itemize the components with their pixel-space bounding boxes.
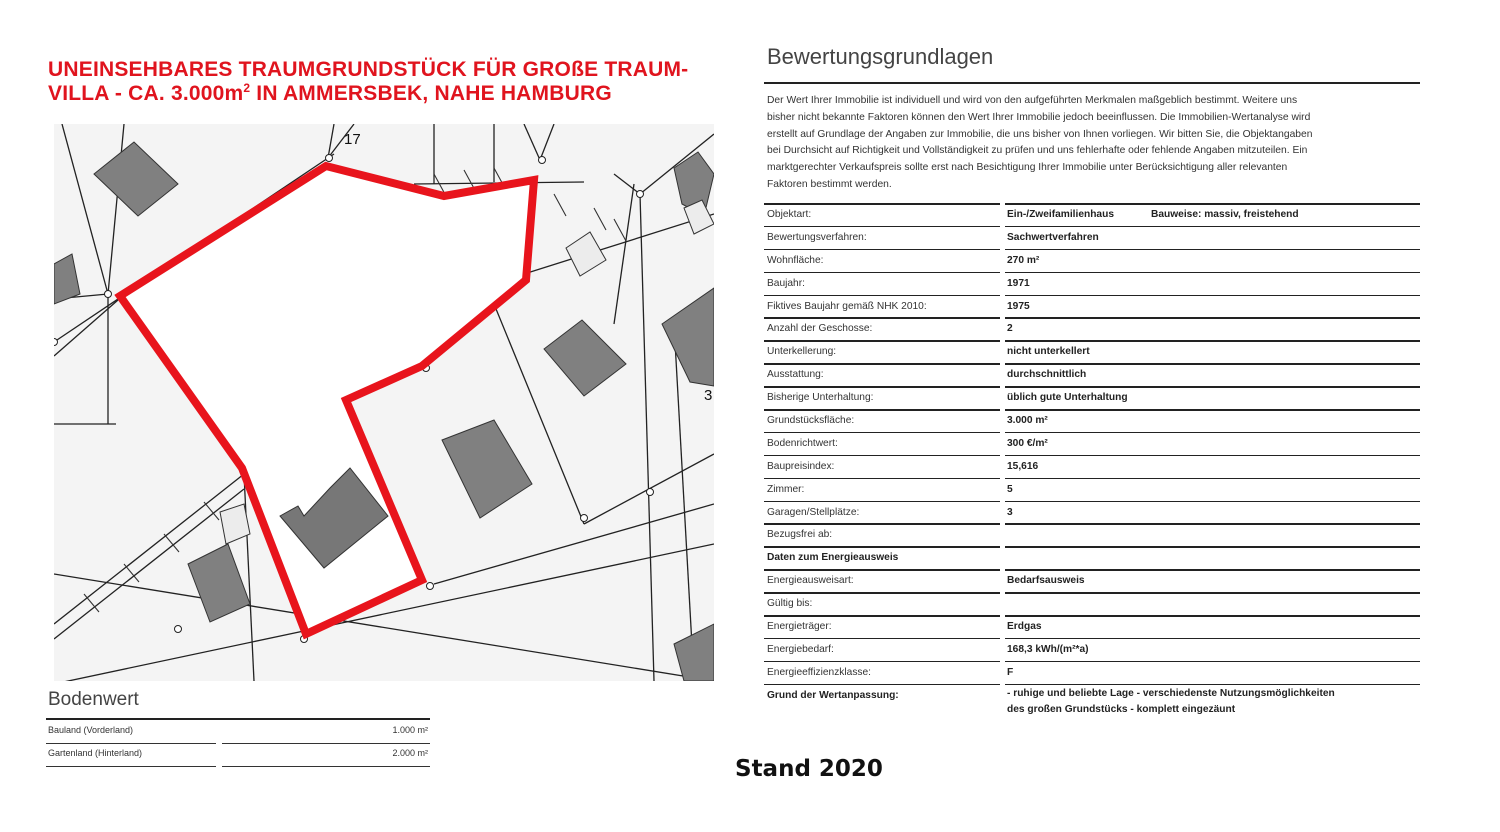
row-value: 5 [1007, 483, 1013, 495]
row-value: 15,616 [1007, 460, 1039, 472]
table-row [764, 203, 1420, 226]
row-key: Energieausweisart: [767, 575, 854, 587]
row-key: Zimmer: [767, 483, 805, 495]
table-row [764, 478, 1420, 501]
row-key: Bewertungsverfahren: [767, 231, 867, 243]
table-row [764, 684, 1420, 724]
row-key: Baujahr: [767, 277, 805, 289]
row-key: Objektart: [767, 209, 812, 220]
table-row [764, 340, 1420, 363]
intro-line: bisher nicht bekannte Faktoren können den Wert Ihrer Immobilie jedoch beeinflussen. Die Immobilien-Wertanalyse wird [767, 111, 1311, 123]
row-key: Anzahl der Geschosse: [767, 323, 873, 335]
row-key: Bezugsfrei ab: [767, 529, 833, 541]
table-row [764, 615, 1420, 638]
intro-line: bei Durchsicht auf Richtigkeit und Vollständigkeit zu prüfen und uns fehlerhafte oder fehlende Angaben mitzuteilen. Ein [767, 145, 1308, 157]
table-row [764, 363, 1420, 386]
row-value: Ein-/Zweifamilienhaus [1007, 209, 1114, 220]
row-value: üblich gute Unterhaltung [1007, 392, 1128, 404]
table-row [764, 409, 1420, 432]
row-key: Bisherige Unterhaltung: [767, 392, 874, 404]
bewertung-rule [764, 82, 1420, 84]
table-row [764, 226, 1420, 249]
intro-line: erstellt auf Grundlage der Angaben zur Immobilie, die uns bisher von Ihnen vorliegen. Wir bitten Sie, die Objektangaben [767, 128, 1313, 140]
table-row [764, 569, 1420, 592]
table-row [764, 523, 1420, 546]
headline-line-2-start: VILLA - CA. 3.000m [48, 82, 244, 105]
table-row [764, 249, 1420, 272]
bodenwert-value: 1.000 m² [392, 725, 428, 735]
bodenwert-rule [46, 718, 430, 720]
row-value-line: des großen Grundstücks - komplett eingezäunt [1007, 703, 1236, 715]
headline [48, 58, 728, 106]
table-row [764, 386, 1420, 409]
stand-label: Stand 2020 [735, 756, 883, 782]
row-key: Gültig bis: [767, 598, 813, 610]
table-row [764, 455, 1420, 478]
row-value: 3.000 m² [1007, 415, 1048, 427]
row-value: 2 [1007, 323, 1013, 335]
lot-number: 17 [344, 131, 361, 148]
row-key: Energieeffizienzklasse: [767, 666, 872, 678]
row-key: Unterkellerung: [767, 346, 837, 358]
row-key: Grund der Wertanpassung: [767, 689, 899, 701]
headline-line-1: UNEINSEHBARES TRAUMGRUNDSTÜCK FÜR GROßE TRAUM- [48, 58, 689, 81]
headline-superscript: 2 [243, 81, 251, 95]
table-row [764, 295, 1420, 318]
cadastral-map [54, 124, 714, 681]
bewertung-title: Bewertungsgrundlagen [767, 44, 994, 69]
row-key: Ausstattung: [767, 369, 824, 381]
row-key: Bodenrichtwert: [767, 437, 838, 449]
row-key: Garagen/Stellplätze: [767, 506, 860, 518]
headline-line-2-end: IN AMMERSBEK, NAHE HAMBURG [250, 82, 612, 105]
bodenwert-row-gartenland [46, 745, 430, 767]
row-key: Fiktives Baujahr gemäß NHK 2010: [767, 300, 927, 312]
row-key: Grundstücksfläche: [767, 415, 855, 427]
row-key: Energiebedarf: [767, 643, 834, 655]
row-key: Wohnfläche: [767, 254, 824, 266]
bodenwert-label: Gartenland (Hinterland) [48, 748, 143, 758]
row-value: F [1007, 666, 1014, 678]
intro-line: Faktoren bestimmt werden. [767, 178, 892, 190]
row-value: 300 €/m² [1007, 437, 1048, 449]
table-row [764, 661, 1420, 684]
table-row [764, 317, 1420, 340]
bewertung-table [764, 203, 1420, 724]
row-key: Daten zum Energieausweis [767, 552, 899, 564]
lot-number: 3 [704, 387, 713, 404]
bodenwert-value: 2.000 m² [392, 748, 428, 758]
row-value: Sachwertverfahren [1007, 231, 1099, 243]
row-value: Bedarfsausweis [1007, 575, 1085, 587]
row-value: Erdgas [1007, 621, 1042, 633]
row-value-secondary: Bauweise: massiv, freistehend [1151, 209, 1299, 220]
table-row [764, 432, 1420, 455]
bodenwert-label: Bauland (Vorderland) [48, 725, 134, 735]
row-key: Energieträger: [767, 621, 832, 633]
row-value: 168,3 kWh/(m²*a) [1007, 643, 1089, 655]
row-value-line: - ruhige und beliebte Lage - verschiedenste Nutzungsmöglichkeiten [1007, 687, 1335, 699]
table-row [764, 546, 1420, 569]
row-key: Baupreisindex: [767, 460, 835, 472]
row-value: 270 m² [1007, 254, 1040, 266]
bodenwert-title: Bodenwert [48, 689, 139, 710]
row-value: durchschnittlich [1007, 369, 1087, 381]
table-row [764, 592, 1420, 615]
bodenwert-row-bauland [46, 722, 430, 744]
row-value: 1971 [1007, 277, 1030, 289]
intro-line: Der Wert Ihrer Immobilie ist individuell und wird von den aufgeführten Merkmalen maßgeblich bestimmt. Weitere uns [767, 95, 1298, 106]
cadastral-map-drawing [54, 124, 714, 681]
bewertung-intro [767, 93, 1417, 194]
row-value [1007, 686, 1407, 718]
table-row [764, 272, 1420, 295]
table-row [764, 638, 1420, 661]
table-row [764, 501, 1420, 524]
row-value: 3 [1007, 506, 1013, 518]
intro-line: marktgerechter Verkaufspreis sollte erst nach Besichtigung Ihrer Immobilie unter Berücksichtigung aller relevanten [767, 162, 1288, 174]
row-value: nicht unterkellert [1007, 346, 1090, 358]
row-value: 1975 [1007, 300, 1030, 312]
